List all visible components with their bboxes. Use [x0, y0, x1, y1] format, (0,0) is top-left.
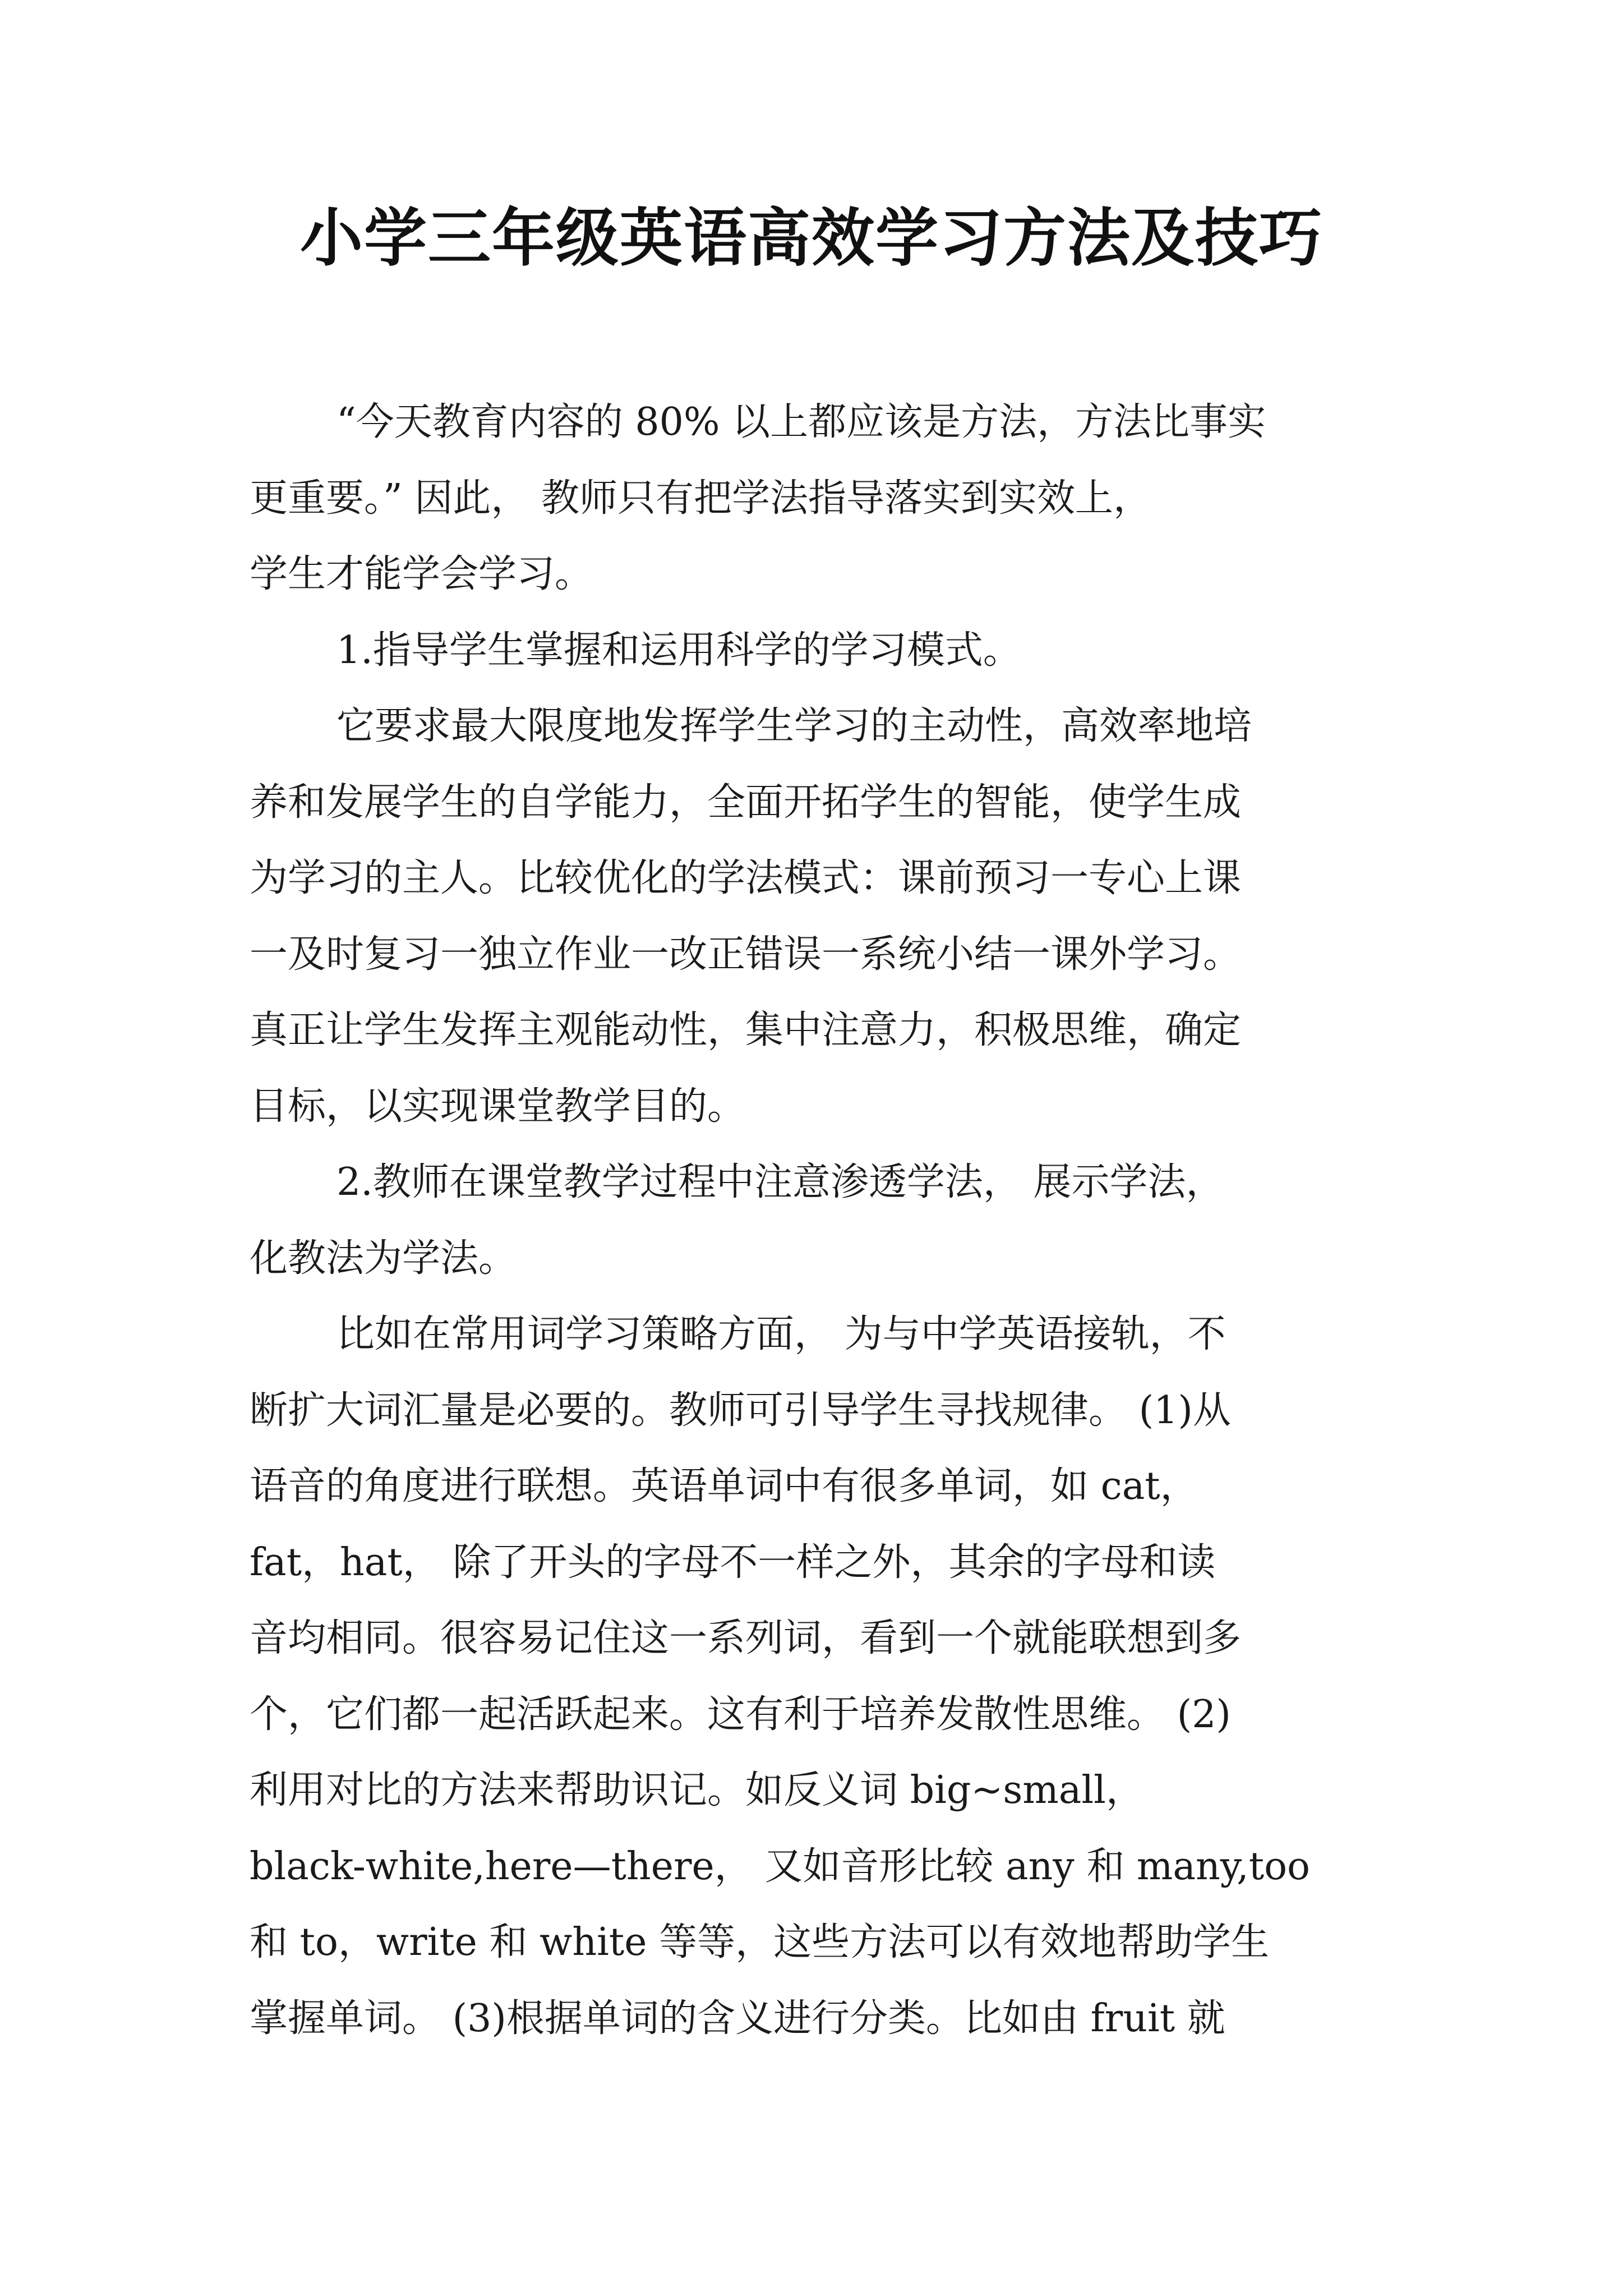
paragraph-line: 目标，以实现课堂教学目的。	[250, 1084, 746, 1129]
paragraph-line: “今天教育内容的 80% 以上都应该是方法，方法比事实	[336, 400, 1266, 444]
document-body	[250, 384, 1388, 2056]
paragraph-line: 断扩大词汇量是必要的。教师可引导学生寻找规律。 (1)从	[250, 1388, 1231, 1433]
paragraph-line: 利用对比的方法来帮助识记。如反义词 big~small，	[250, 1768, 1144, 1812]
paragraph-line: 和 to，write 和 white 等等，这些方法可以有效地帮助学生	[250, 1920, 1270, 1964]
paragraph-line: 比如在常用词学习策略方面， 为与中学英语接轨，不	[336, 1312, 1226, 1356]
paragraph-line: 音均相同。很容易记住这一系列词，看到一个就能联想到多	[250, 1616, 1242, 1660]
section-heading: 1.指导学生掌握和运用科学的学习模式。	[336, 628, 1021, 673]
paragraph-line: fat，hat， 除了开头的字母不一样之外，其余的字母和读	[250, 1540, 1216, 1585]
paragraph-line: 真正让学生发挥主观能动性，集中注意力，积极思维，确定	[250, 1008, 1242, 1052]
paragraph-line: 它要求最大限度地发挥学生学习的主动性，高效率地培	[336, 704, 1252, 748]
paragraph-line: 个，它们都一起活跃起来。这有利于培养发散性思维。 (2)	[250, 1692, 1231, 1737]
paragraph-line: black-white,here—there， 又如音形比较 any 和 many,too	[250, 1844, 1310, 1889]
section-heading: 2.教师在课堂教学过程中注意渗透学法， 展示学法，	[336, 1160, 1224, 1204]
paragraph-line: 学生才能学会学习。	[250, 552, 593, 596]
document-title: 小学三年级英语高效学习方法及技巧	[300, 201, 1323, 275]
paragraph-line: 掌握单词。 (3)根据单词的含义进行分类。比如由 fruit 就	[250, 1996, 1225, 2041]
paragraph-line: 一及时复习一独立作业一改正错误一系统小结一课外学习。	[250, 932, 1242, 977]
paragraph-line: 语音的角度进行联想。英语单词中有很多单词，如 cat，	[250, 1464, 1198, 1508]
paragraph-line: 为学习的主人。比较优化的学法模式：课前预习一专心上课	[250, 856, 1242, 900]
paragraph-line: 更重要。” 因此， 教师只有把学法指导落实到实效上，	[250, 476, 1151, 521]
paragraph-line: 养和发展学生的自学能力，全面开拓学生的智能，使学生成	[250, 780, 1242, 825]
section-heading: 化教法为学法。	[250, 1236, 517, 1281]
